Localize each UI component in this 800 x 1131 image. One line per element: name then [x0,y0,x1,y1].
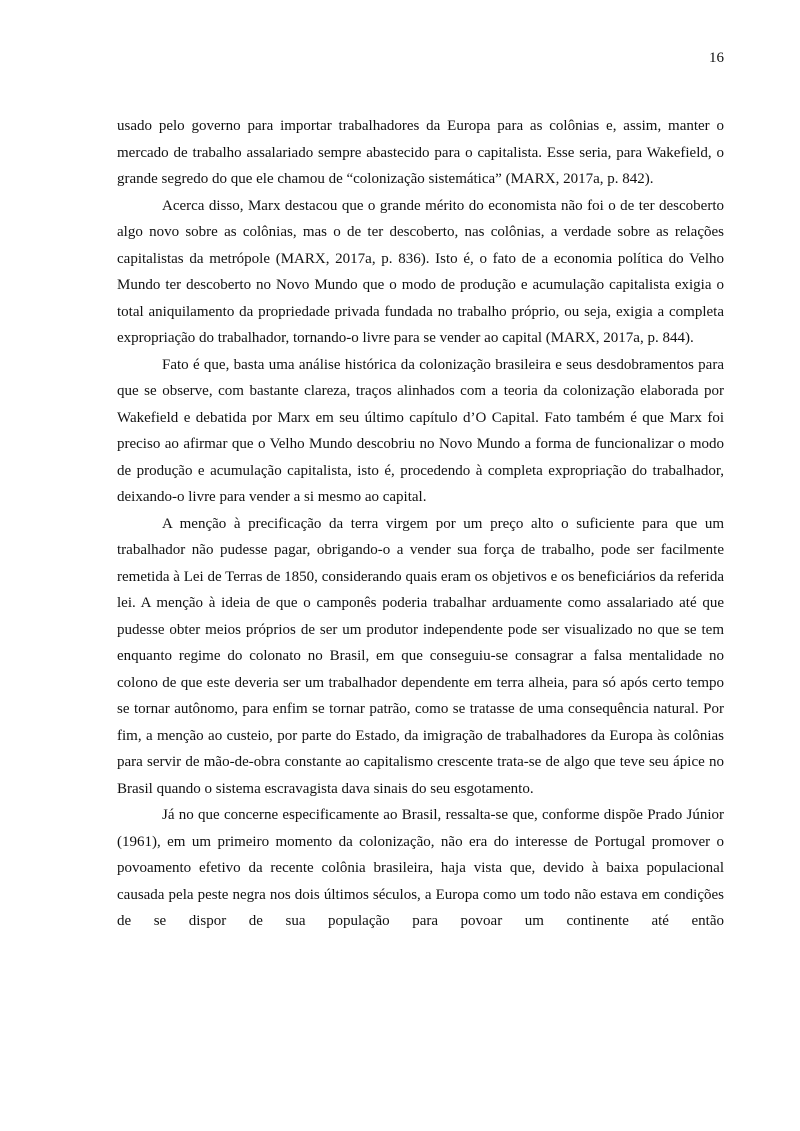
page-number: 16 [709,50,724,66]
page-body [117,113,724,935]
paragraph-marx-merit: Acerca disso, Marx destacou que o grande mérito do economista não foi o de ter descoberto algo novo sobre as colônias, mas o de ter descoberto, nas colônias, a verdade sobre as relações capitalistas da metrópole (MARX, 2017a, p. 836). Isto é, o fato de a economia política do Velho Mundo ter descoberto no Novo Mundo que o modo de produção e acumulação capitalista exigia o total aniquilamento da propriedade privada fundada no trabalho próprio, ou seja, exigia a completa expropriação do trabalhador, tornando-o livre para se vender ao capital (MARX, 2017a, p. 844). [117,197,724,346]
paragraph-brazil-colonization: Já no que concerne especificamente ao Brasil, ressalta-se que, conforme dispõe Prado Júnior (1961), em um primeiro momento da colonização, não era do interesse de Portugal promover o povoamento efetivo da recente colônia brasileira, haja vista que, devido à baixa populacional causada pela peste negra nos dois últimos séculos, a Europa como um todo não estava em condições de se dispor de sua população para povoar um continente até então [117,807,724,929]
paragraph-historical-analysis: Fato é que, basta uma análise histórica da colonização brasileira e seus desdobramentos para que se observe, com bastante clareza, traços alinhados com a teoria da colonização elaborada por Wakefield e debatida por Marx em seu último capítulo d’O Capital. Fato também é que Marx foi preciso ao afirmar que o Velho Mundo descobriu no Novo Mundo a forma de funcionalizar o modo de produção e acumulação capitalista, isto é, procedendo à completa expropriação do trabalhador, deixando-o livre para vender a si mesmo ao capital. [117,356,724,505]
paragraph-continued: usado pelo governo para importar trabalhadores da Europa para as colônias e, assim, manter o mercado de trabalho assalariado sempre abastecido para o capitalista. Esse seria, para Wakefield, o grande segredo do que ele chamou de “colonização sistemática” (MARX, 2017a, p. 842). [117,118,724,187]
paragraph-land-law: A menção à precificação da terra virgem por um preço alto o suficiente para que um trabalhador não pudesse pagar, obrigando-o a vender sua força de trabalho, pode ser facilmente remetida à Lei de Terras de 1850, considerando quais eram os objetivos e os beneficiários da referida lei. A menção à ideia de que o camponês poderia trabalhar arduamente como assalariado até que pudesse obter meios próprios de ser um produtor independente pode ser visualizado no que se tem enquanto regime do colonato no Brasil, em que conseguiu-se consagrar a falsa mentalidade no colono de que este deveria ser um trabalhador dependente em terra alheia, para só após certo tempo se tornar autônomo, para enfim se tornar patrão, como se tratasse de uma consequência natural. Por fim, a menção ao custeio, por parte do Estado, da imigração de trabalhadores da Europa às colônias para servir de mão-de-obra constante ao capitalismo crescente trata-se de algo que teve seu ápice no Brasil quando o sistema escravagista dava sinais do seu esgotamento. [117,515,724,797]
